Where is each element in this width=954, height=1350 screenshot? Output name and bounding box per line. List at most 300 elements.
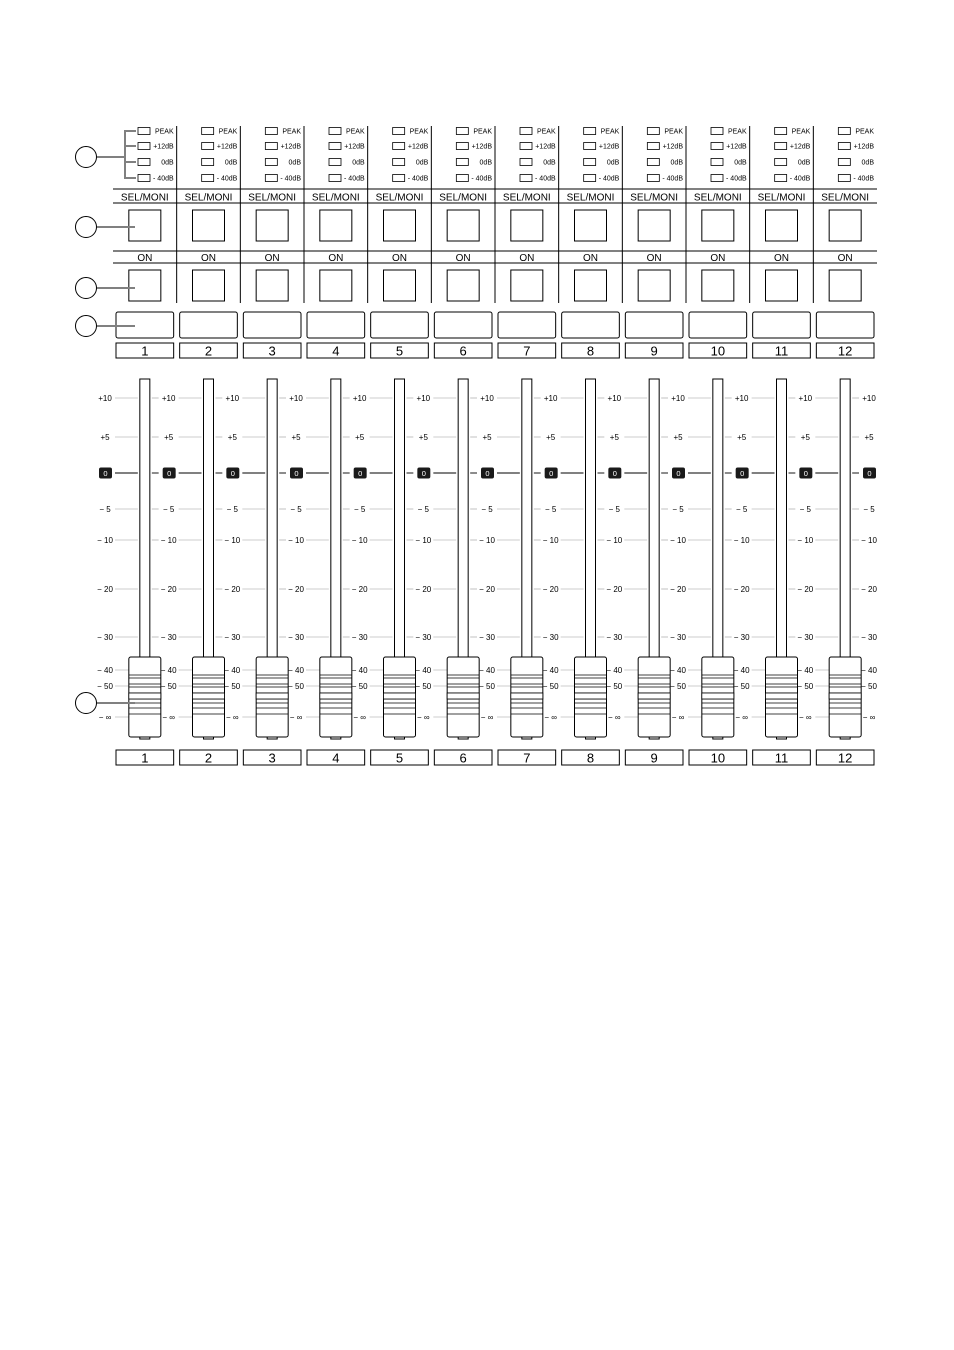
channel-number-top: 5 (395, 343, 404, 359)
fader-scale-label: − 10 (415, 536, 432, 545)
fader-scale-label: − 40 (160, 666, 177, 675)
meter-label: - 40dB (726, 175, 747, 183)
meter-led-minus40db (329, 175, 341, 182)
meter-label: +12dB (344, 143, 365, 151)
meter-label: 0dB (288, 159, 301, 167)
fader-scale-label: − 5 (672, 505, 684, 514)
on-key[interactable] (575, 270, 607, 301)
fader-scale-label: − 10 (861, 536, 877, 545)
fader-scale-label: +5 (864, 433, 874, 442)
fader-scale-label: +10 (798, 394, 813, 403)
channel-name-display (689, 312, 747, 338)
fader-scale-label: − 5 (735, 505, 748, 514)
fader-scale-label: − 5 (226, 505, 239, 514)
fader-scale-label: +10 (416, 394, 431, 403)
fader-scale-label: 0 (803, 469, 808, 478)
meter-label: +12dB (726, 143, 747, 151)
channel-number-top: 10 (710, 343, 726, 359)
meter-label: PEAK (664, 128, 683, 136)
fader-scale-label: +10 (671, 394, 685, 403)
callout-circle (76, 217, 97, 238)
meter-led-plus12db (456, 143, 468, 150)
channel-strip-8 (562, 128, 620, 359)
fader-scale-label: 0 (294, 469, 299, 478)
fader-knob[interactable] (511, 657, 543, 737)
meter-led-peak (202, 128, 214, 135)
fader-scale-label: − 50 (351, 682, 368, 691)
meter-label: - 40dB (407, 175, 429, 183)
channel-strip-7 (498, 128, 556, 359)
fader-scale-label: − ∞ (862, 713, 876, 722)
meter-led-plus12db (838, 143, 850, 150)
meter-led-minus40db (202, 175, 214, 182)
sel-moni-label: SEL/MONI (375, 192, 424, 204)
fader-scale-label: − 50 (160, 682, 177, 691)
fader-knob[interactable] (829, 657, 861, 737)
fader-scale-label: − ∞ (417, 713, 430, 722)
fader-scale-label: − 40 (224, 666, 241, 675)
channel-name-display (625, 312, 683, 338)
channel-number-bottom: 3 (268, 750, 276, 766)
fader-scale-label: − 20 (479, 585, 495, 594)
fader-scale-label: − 20 (797, 585, 814, 594)
fader-scale-label: − 10 (160, 536, 177, 545)
sel-moni-key[interactable] (638, 210, 670, 241)
fader-scale-label: − 20 (224, 585, 241, 594)
fader-scale-label: 0 (740, 469, 745, 478)
fader-scale-label: − ∞ (98, 713, 112, 722)
fader-knob[interactable] (256, 657, 288, 737)
fader-scale-label: − 30 (733, 633, 750, 642)
fader-scale-label: +10 (607, 394, 622, 403)
fader-scale-label: − 30 (224, 633, 241, 642)
fader-scale-label: 0 (612, 469, 617, 478)
fader-scale-label: +5 (737, 433, 747, 442)
fader-knob[interactable] (638, 657, 670, 737)
channel-name-display (753, 312, 811, 338)
on-label: ON (774, 253, 789, 264)
fader-knob-center-line (129, 693, 161, 699)
fader-scale-label: − 10 (479, 536, 495, 545)
on-label: ON (519, 253, 535, 264)
meter-led-0db (775, 159, 787, 166)
on-label: ON (455, 253, 471, 264)
fader-scale-label: − 5 (417, 505, 430, 514)
channel-number-bottom: 9 (650, 750, 658, 766)
channel-strip-4 (307, 128, 365, 359)
meter-label: +12dB (280, 143, 301, 151)
channel-number-bottom: 4 (332, 750, 340, 766)
on-label: ON (137, 253, 153, 264)
meter-label: 0dB (479, 159, 492, 167)
meter-label: - 40dB (789, 175, 811, 183)
meter-led-0db (520, 159, 532, 166)
fader-scale-label: 0 (676, 469, 681, 478)
meter-led-peak (838, 128, 850, 135)
fader-scale-label: − 20 (160, 585, 177, 594)
meter-label: PEAK (473, 128, 492, 136)
meter-led-peak (265, 128, 277, 135)
on-key[interactable] (702, 270, 734, 301)
fader-scale-label: − 10 (797, 536, 814, 545)
meter-label: 0dB (543, 159, 556, 167)
fader-scale-label: − 20 (97, 585, 113, 594)
fader-scale-label: − 50 (670, 682, 686, 691)
channel-name-display (434, 312, 492, 338)
fader-scale-label: − ∞ (671, 713, 685, 722)
fader-scale-label: − 40 (97, 666, 113, 675)
sel-moni-label: SEL/MONI (248, 192, 297, 204)
channel-number-top: 8 (586, 343, 595, 359)
meter-led-minus40db (647, 175, 659, 182)
fader-scale-label: − 40 (415, 666, 432, 675)
channel-strip-9 (625, 128, 683, 359)
sel-moni-label: SEL/MONI (566, 192, 615, 204)
fader-scale-label: − ∞ (480, 713, 494, 722)
meter-led-0db (329, 159, 341, 166)
channel-number-top: 9 (650, 343, 658, 359)
channel-strip-top (113, 126, 877, 359)
meter-led-minus40db (838, 175, 850, 182)
meter-led-0db (202, 159, 214, 166)
callout-circle (76, 278, 97, 299)
fader-scale-label: − 10 (97, 536, 113, 545)
channel-strip-10 (689, 128, 747, 359)
meter-led-peak (711, 128, 723, 135)
meter-led-plus12db (711, 143, 723, 150)
fader-knob-center-line (702, 693, 734, 699)
fader-scale-label: − ∞ (735, 713, 748, 722)
fader-section (97, 379, 877, 766)
callout-circle (76, 693, 97, 714)
fader-scale-label: +10 (352, 394, 367, 403)
fader-scale-label: +5 (227, 433, 237, 442)
channel-number-bottom: 1 (141, 750, 149, 766)
fader-scale-label: − 5 (353, 505, 366, 514)
fader-scale-label: +5 (291, 433, 301, 442)
meter-label: +12dB (153, 143, 174, 151)
meter-label: PEAK (218, 128, 238, 136)
meter-led-0db (138, 159, 150, 166)
fader-scale-label: − ∞ (608, 713, 621, 722)
meter-led-peak (520, 128, 532, 135)
channel-number-top: 11 (774, 343, 789, 359)
meter-led-minus40db (520, 175, 532, 182)
channel-strip-11 (753, 128, 811, 359)
meter-led-0db (265, 159, 277, 166)
fader-scale-label: 0 (421, 469, 426, 478)
meter-label: - 40dB (662, 175, 683, 183)
meter-label: - 40dB (280, 175, 301, 183)
fader-scale-label: − 40 (670, 666, 686, 675)
channel-strip-2 (180, 128, 238, 359)
fader-scale-label: +10 (98, 394, 112, 403)
fader-knob-center-line (447, 693, 479, 699)
fader-scale-label: +10 (862, 394, 876, 403)
meter-callout-bracket (125, 131, 136, 178)
fader-scale-label: − 5 (608, 505, 621, 514)
meter-led-minus40db (393, 175, 405, 182)
channel-strip-5 (371, 128, 429, 359)
on-key[interactable] (766, 270, 798, 301)
fader-knob-center-line (256, 693, 288, 699)
meter-led-minus40db (711, 175, 723, 182)
sel-moni-key[interactable] (829, 210, 861, 241)
meter-label: - 40dB (471, 175, 492, 183)
fader-scale-label: − 50 (542, 682, 559, 691)
fader-scale-label: − 5 (481, 505, 493, 514)
fader-knob-center-line (511, 693, 543, 699)
meter-led-plus12db (520, 143, 532, 150)
sel-moni-key[interactable] (766, 210, 798, 241)
meter-led-peak (647, 128, 659, 135)
fader-scale-label: − 5 (544, 505, 557, 514)
fader-scale-label: − 5 (290, 505, 302, 514)
fader-knob-center-line (384, 693, 416, 699)
sel-moni-key[interactable] (384, 210, 416, 241)
fader-scale-label: − 30 (606, 633, 623, 642)
fader-scale-label: +5 (164, 433, 174, 442)
fader-knob-center-line (575, 693, 607, 699)
fader-scale-label: − 30 (797, 633, 814, 642)
fader-knob-center-line (638, 693, 670, 699)
meter-led-minus40db (265, 175, 277, 182)
meter-label: 0dB (670, 159, 683, 167)
fader-scale-label: +10 (161, 394, 176, 403)
sel-moni-label: SEL/MONI (630, 192, 679, 204)
fader-scale-label: 0 (549, 469, 554, 478)
fader-scale-label: − 50 (415, 682, 432, 691)
fader-scale-label: − 20 (351, 585, 368, 594)
fader-scale-label: 0 (103, 469, 108, 478)
meter-label: +12dB (598, 143, 620, 151)
sel-moni-key[interactable] (511, 210, 543, 241)
fader-scale-label: +5 (355, 433, 365, 442)
fader-scale-label: − 20 (415, 585, 432, 594)
meter-label: 0dB (797, 159, 811, 167)
meter-label: - 40dB (344, 175, 365, 183)
fader-scale-label: +5 (609, 433, 619, 442)
fader-scale-label: +10 (225, 394, 240, 403)
channel-number-bottom: 8 (586, 750, 595, 766)
meter-led-plus12db (138, 143, 150, 150)
fader-knob[interactable] (447, 657, 479, 737)
channel-name-display (243, 312, 301, 338)
meter-label: - 40dB (853, 175, 874, 183)
meter-label: 0dB (861, 159, 874, 167)
fader-knob-center-line (193, 693, 225, 699)
meter-led-plus12db (329, 143, 341, 150)
fader-scale-label: − 30 (97, 633, 113, 642)
meter-label: 0dB (352, 159, 365, 167)
on-key[interactable] (511, 270, 543, 301)
channel-strip-12 (816, 128, 874, 359)
fader-scale-label: − ∞ (799, 713, 812, 722)
fader-scale-label: − 20 (288, 585, 304, 594)
fader-scale-label: − 40 (479, 666, 495, 675)
channel-number-bottom: 7 (523, 750, 531, 766)
on-label: ON (201, 253, 216, 264)
fader-scale-label: − 10 (224, 536, 241, 545)
meter-label: PEAK (345, 128, 365, 136)
meter-led-peak (775, 128, 787, 135)
meter-label: PEAK (409, 128, 429, 136)
meter-led-minus40db (584, 175, 596, 182)
meter-led-minus40db (456, 175, 468, 182)
channel-strip-3 (243, 128, 301, 359)
channel-strip-6 (434, 128, 492, 359)
on-label: ON (710, 253, 726, 264)
sel-moni-key[interactable] (447, 210, 479, 241)
on-key[interactable] (447, 270, 479, 301)
fader-scale-label: 0 (358, 469, 363, 478)
sel-moni-label: SEL/MONI (184, 192, 233, 204)
meter-led-peak (329, 128, 341, 135)
fader-scale-label: − 50 (97, 682, 113, 691)
fader-knob[interactable] (193, 657, 225, 737)
meter-led-plus12db (647, 143, 659, 150)
sel-moni-key[interactable] (320, 210, 352, 241)
fader-scale-label: − 30 (351, 633, 368, 642)
meter-label: 0dB (734, 159, 747, 167)
meter-led-0db (711, 159, 723, 166)
meter-label: PEAK (282, 128, 301, 136)
sel-moni-key[interactable] (256, 210, 288, 241)
fader-knob[interactable] (766, 657, 798, 737)
bracket-line (125, 131, 136, 178)
channel-number-top: 7 (523, 343, 531, 359)
channel-number-bottom: 6 (459, 750, 467, 766)
fader-scale-label: − 5 (162, 505, 175, 514)
channel-number-top: 2 (204, 343, 213, 359)
fader-scale-label: +5 (418, 433, 428, 442)
meter-led-peak (584, 128, 596, 135)
channel-name-display (562, 312, 620, 338)
fader-scale-label: − 40 (861, 666, 877, 675)
meter-led-minus40db (138, 175, 150, 182)
meter-label: +12dB (789, 143, 811, 151)
channel-name-display (307, 312, 365, 338)
fader-scale-label: − 20 (670, 585, 686, 594)
on-label: ON (837, 253, 853, 264)
fader-scale-label: − 40 (542, 666, 559, 675)
sel-moni-key[interactable] (129, 210, 161, 241)
fader-scale-label: − 50 (224, 682, 241, 691)
fader-knob[interactable] (320, 657, 352, 737)
meter-label: PEAK (791, 128, 811, 136)
sel-moni-key[interactable] (702, 210, 734, 241)
fader-scale-label: 0 (485, 469, 490, 478)
fader-scale-label: +10 (734, 394, 749, 403)
meter-label: 0dB (606, 159, 620, 167)
meter-label: 0dB (415, 159, 429, 167)
fader-scale-label: − 5 (99, 505, 111, 514)
meter-label: +12dB (853, 143, 874, 151)
meter-led-plus12db (393, 143, 405, 150)
channel-number-bottom: 12 (837, 750, 853, 766)
fader-scale-label: − ∞ (289, 713, 303, 722)
channel-number-bottom: 2 (204, 750, 213, 766)
fader-scale-label: − 30 (861, 633, 877, 642)
fader-scale-label: − 5 (863, 505, 875, 514)
fader-knob[interactable] (575, 657, 607, 737)
fader-knob[interactable] (702, 657, 734, 737)
meter-led-peak (393, 128, 405, 135)
fader-scale-label: − 10 (670, 536, 686, 545)
meter-label: +12dB (535, 143, 556, 151)
meter-led-0db (584, 159, 596, 166)
sel-moni-label: SEL/MONI (120, 192, 169, 204)
fader-scale-label: − 10 (351, 536, 368, 545)
fader-scale-label: − 10 (606, 536, 623, 545)
callout-circle (76, 147, 97, 168)
fader-scale-label: − 50 (861, 682, 877, 691)
fader-scale-label: − 50 (797, 682, 814, 691)
meter-label: +12dB (471, 143, 492, 151)
meter-led-0db (838, 159, 850, 166)
on-label: ON (646, 253, 662, 264)
fader-scale-label: − 10 (288, 536, 304, 545)
meter-led-minus40db (775, 175, 787, 182)
channel-number-top: 4 (332, 343, 340, 359)
fader-scale-label: − 30 (415, 633, 432, 642)
callouts (76, 147, 136, 714)
on-key[interactable] (320, 270, 352, 301)
on-label: ON (583, 253, 598, 264)
fader-scale-label: − 50 (479, 682, 495, 691)
on-key[interactable] (193, 270, 225, 301)
on-key[interactable] (129, 270, 161, 301)
on-label: ON (264, 253, 280, 264)
meter-label: PEAK (536, 128, 556, 136)
meter-label: 0dB (161, 159, 174, 167)
fader-scale-label: +5 (100, 433, 110, 442)
channel-number-bottom: 10 (710, 750, 726, 766)
meter-label: - 40dB (535, 175, 556, 183)
meter-led-0db (456, 159, 468, 166)
fader-knob[interactable] (384, 657, 416, 737)
on-key[interactable] (638, 270, 670, 301)
sel-moni-key[interactable] (575, 210, 607, 241)
fader-scale-label: 0 (167, 469, 172, 478)
sel-moni-key[interactable] (193, 210, 225, 241)
meter-label: PEAK (600, 128, 620, 136)
meter-label: PEAK (154, 128, 174, 136)
fader-scale-label: − ∞ (226, 713, 239, 722)
fader-knob[interactable] (129, 657, 161, 737)
fader-scale-label: − 40 (606, 666, 623, 675)
fader-scale-label: − 50 (288, 682, 304, 691)
on-key[interactable] (256, 270, 288, 301)
fader-scale-label: +5 (546, 433, 556, 442)
meter-led-peak (138, 128, 150, 135)
fader-scale-label: − 50 (733, 682, 750, 691)
meter-label: +12dB (662, 143, 683, 151)
sel-moni-label: SEL/MONI (311, 192, 360, 204)
channel-name-display (180, 312, 238, 338)
on-key[interactable] (829, 270, 861, 301)
sel-moni-label: SEL/MONI (439, 192, 488, 204)
on-key[interactable] (384, 270, 416, 301)
meter-label: - 40dB (598, 175, 620, 183)
fader-scale-label: − 20 (606, 585, 623, 594)
channel-number-bottom: 5 (395, 750, 404, 766)
meter-led-plus12db (202, 143, 214, 150)
meter-led-0db (647, 159, 659, 166)
fader-knob-center-line (320, 693, 352, 699)
channel-number-bottom: 11 (774, 750, 789, 766)
channel-number-top: 12 (837, 343, 853, 359)
